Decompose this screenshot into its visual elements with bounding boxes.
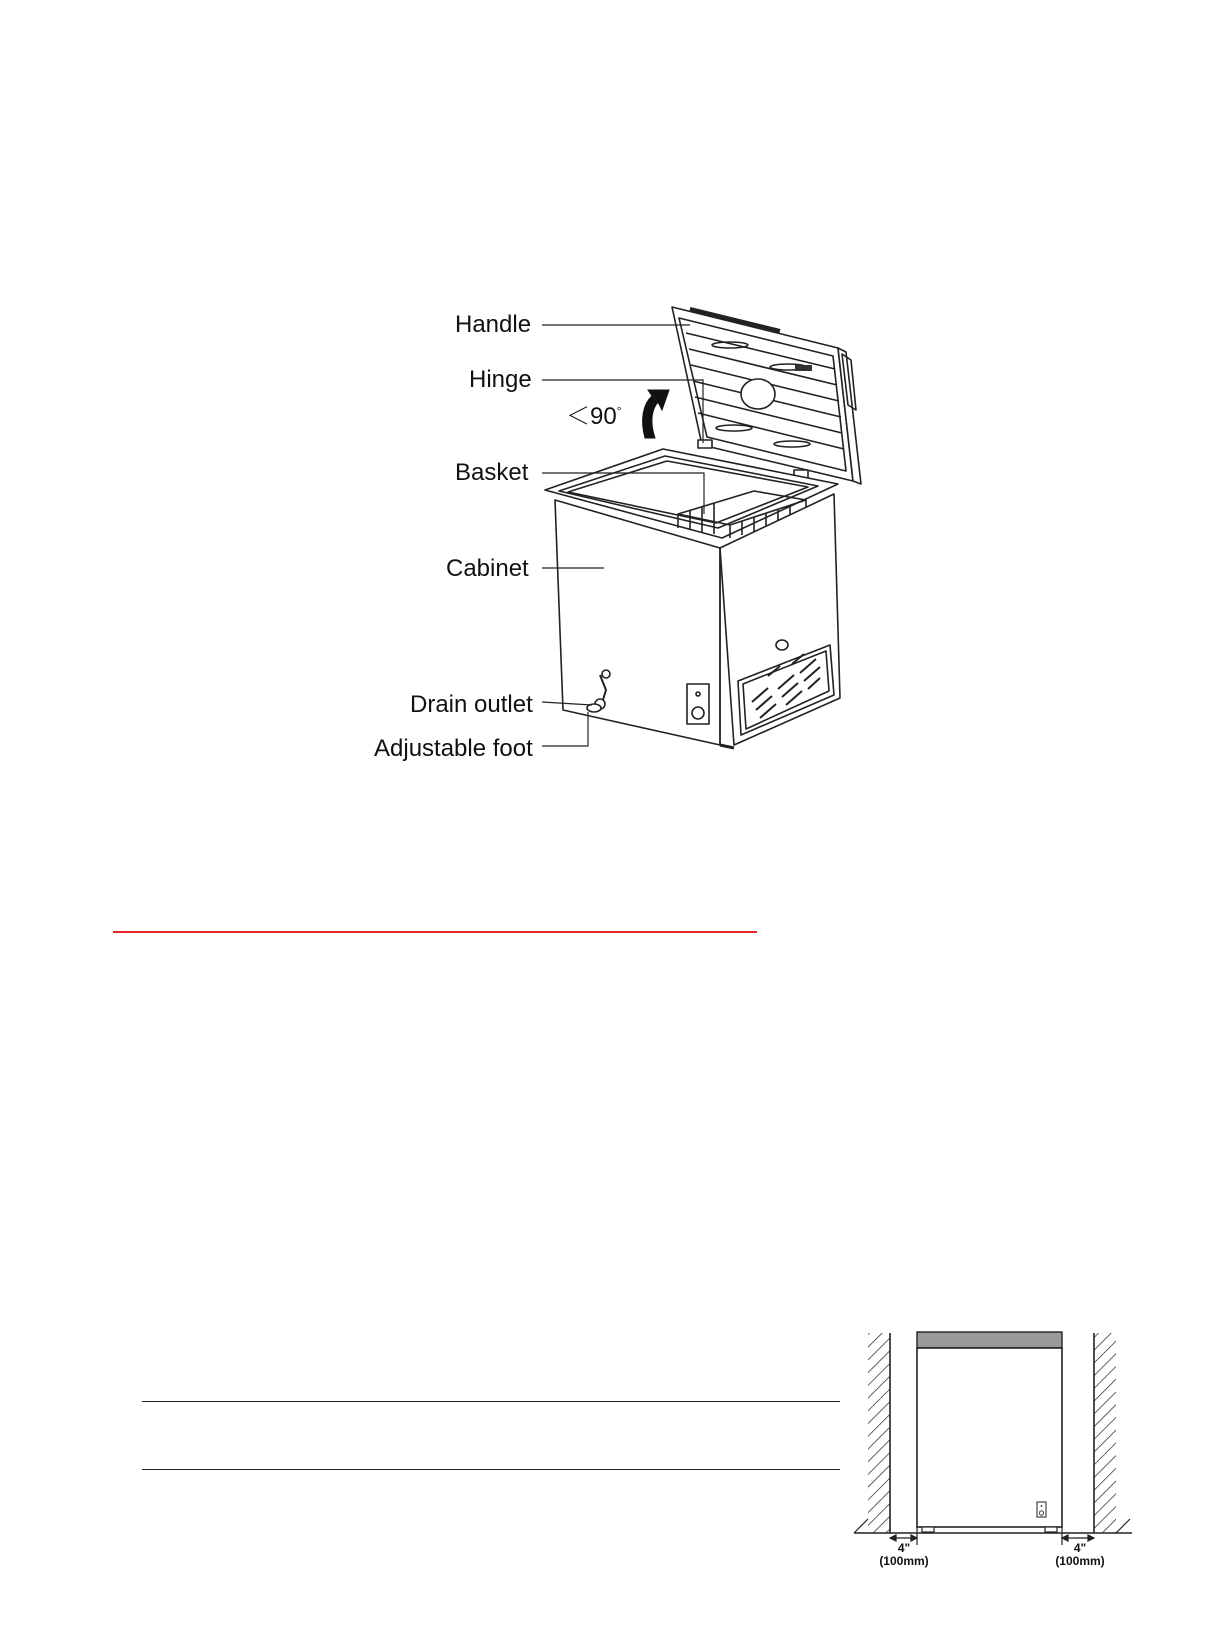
- callout-cabinet: Cabinet: [446, 555, 529, 582]
- callout-hinge: Hinge: [469, 366, 532, 393]
- right-clearance-label: [1052, 1542, 1108, 1567]
- right-wall: [1094, 1333, 1116, 1533]
- callout-handle: Handle: [455, 311, 532, 338]
- left-wall: [868, 1333, 890, 1533]
- right-clearance-inches: 4": [1073, 1541, 1087, 1555]
- freezer-front-view: [917, 1332, 1062, 1532]
- callout-adjustable-foot: Adjustable foot: [374, 735, 533, 762]
- left-clearance-mm: (100mm): [879, 1553, 929, 1568]
- right-clearance-mm: (100mm): [1055, 1553, 1105, 1568]
- lid-angle-degree: °: [616, 404, 622, 418]
- lid-angle-value: ＜90: [566, 403, 617, 430]
- callout-drain-outlet: Drain outlet: [410, 691, 533, 718]
- left-clearance-label: [876, 1542, 932, 1567]
- callout-basket: Basket: [455, 459, 529, 486]
- left-clearance-inches: 4": [897, 1541, 911, 1555]
